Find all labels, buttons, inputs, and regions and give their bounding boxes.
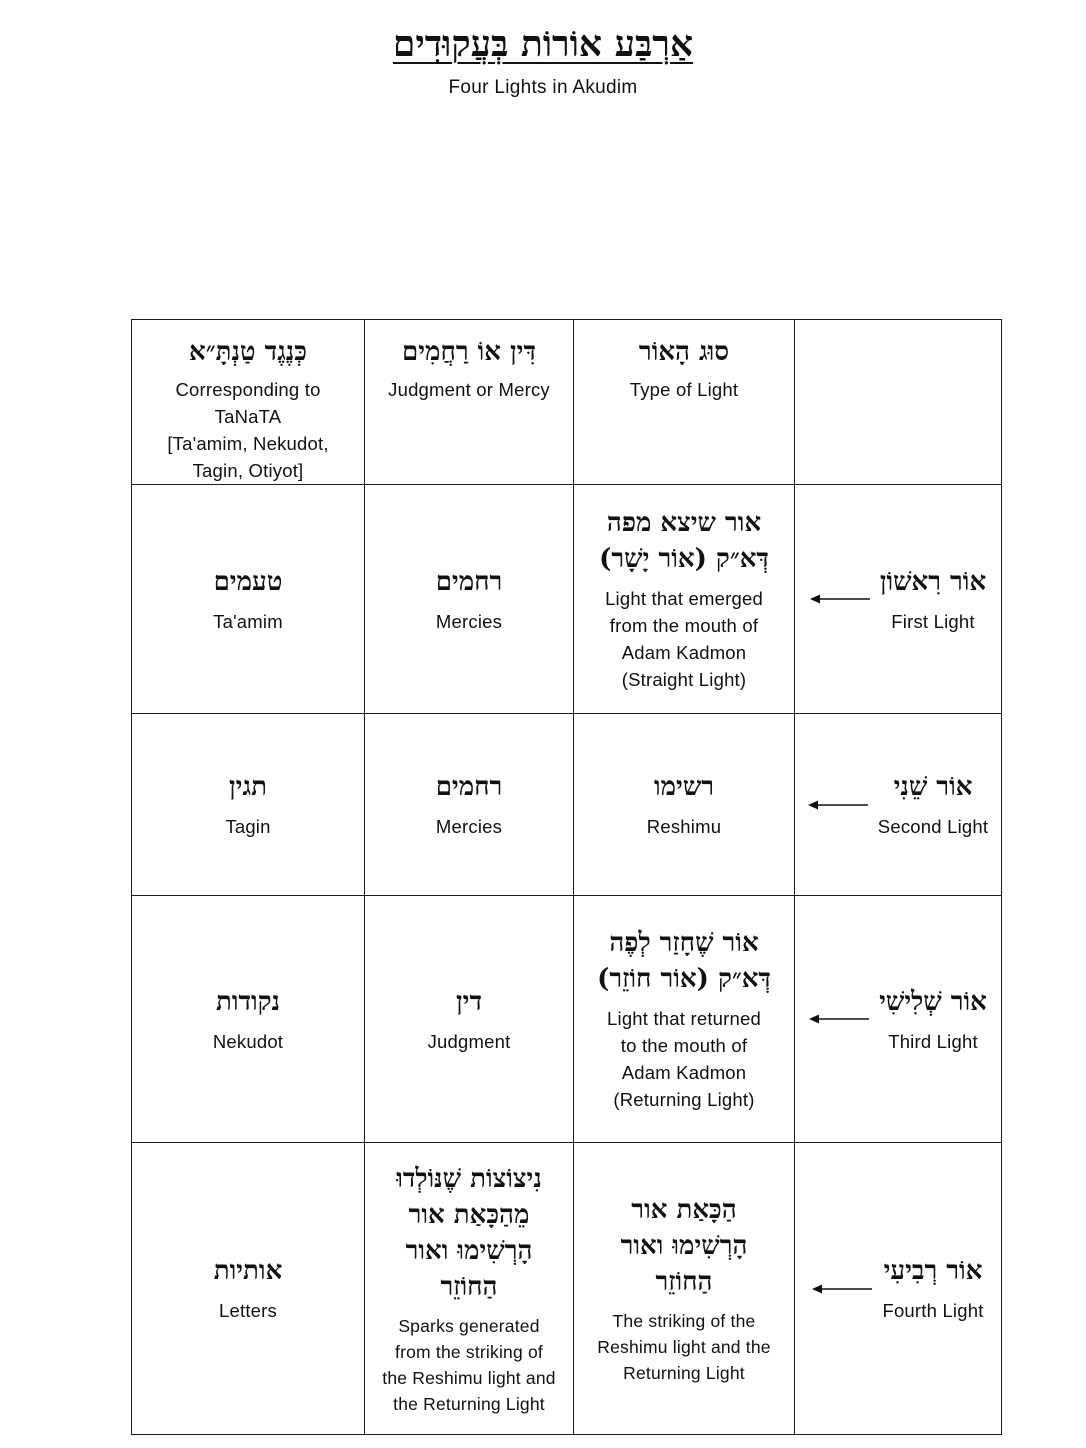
cell-type	[574, 896, 795, 1143]
tanata-english: Nekudot	[212, 1030, 284, 1052]
light-english: Fourth Light	[882, 1300, 984, 1321]
tanata-english: Ta'amim	[213, 610, 283, 632]
cell-light	[795, 714, 1002, 896]
tanata-english: Tagin	[225, 816, 271, 837]
header-cell-empty	[795, 320, 1002, 485]
cell-tanata	[132, 896, 365, 1143]
judgment-english: Sparks generated from the striking of the Reshimu light and the Returning Light	[382, 1315, 556, 1414]
header-judgment-hebrew: דִּין אוֹ רַחֲמִים	[401, 337, 536, 367]
cell-light	[795, 1143, 1002, 1435]
table-row	[132, 1143, 1002, 1435]
type-english: Light that returned to the mouth of Adam Kadmon (Returning Light)	[607, 1008, 761, 1110]
tanata-hebrew: טעמים	[213, 566, 283, 597]
tanata-hebrew: נקודות	[215, 986, 281, 1017]
table-row	[132, 714, 1002, 896]
type-hebrew: הַכָּאַת אור הָרְשִׁימוּ ואור הַחוֹזֵר	[620, 1194, 748, 1297]
header-tanata-english: Corresponding to TaNaTA [Ta'amim, Nekudot, Tagin, Otiyot]	[167, 379, 329, 481]
light-hebrew: אוֹר שְׁלִישִׁי	[879, 986, 987, 1017]
light-english: First Light	[891, 610, 975, 632]
table-header-row	[132, 320, 1002, 485]
judgment-english: Mercies	[435, 610, 503, 632]
header-cell-tanata	[132, 320, 365, 485]
cell-tanata	[132, 1143, 365, 1435]
judgment-english: Mercies	[435, 816, 503, 837]
light-english: Second Light	[877, 816, 989, 837]
cell-judgment	[365, 1143, 574, 1435]
cell-judgment	[365, 896, 574, 1143]
cell-judgment	[365, 485, 574, 714]
header-type-hebrew: סוּג הָאוֹר	[638, 337, 730, 367]
left-arrow-icon	[809, 1012, 869, 1026]
header-cell-type	[574, 320, 795, 485]
judgment-hebrew: רחמים	[435, 566, 503, 597]
tanata-hebrew: תגין	[229, 772, 267, 802]
title-english: Four Lights in Akudim	[448, 77, 638, 98]
cell-type	[574, 714, 795, 896]
header-judgment-english: Judgment or Mercy	[388, 379, 550, 400]
tanata-hebrew: אותיות	[213, 1256, 283, 1286]
table-row	[132, 896, 1002, 1143]
type-english: The striking of the Reshimu light and the Returning Light	[597, 1310, 771, 1383]
cell-type	[574, 485, 795, 714]
left-arrow-icon	[810, 592, 870, 606]
type-hebrew: אוֹר שֶׁחָזַר לְפֶה דְּא״ק (אוֹר חוֹזֵר)	[597, 928, 771, 994]
light-name	[805, 1253, 991, 1324]
judgment-hebrew: דין	[456, 986, 482, 1017]
cell-light	[795, 896, 1002, 1143]
judgment-english: Judgment	[427, 1030, 511, 1052]
cell-light	[795, 485, 1002, 714]
type-hebrew: רשימו	[653, 772, 715, 802]
type-hebrew: אור שיצא מפה דְּא״ק (אוֹר יָשָׁר)	[599, 508, 769, 574]
judgment-hebrew: רחמים	[435, 772, 503, 802]
tanata-english: Letters	[219, 1300, 277, 1321]
header-tanata-hebrew: כְּנֶגֶד טַנְתָּ״א	[189, 337, 307, 367]
cell-tanata	[132, 714, 365, 896]
left-arrow-icon	[812, 1282, 872, 1296]
title-hebrew: אַרְבַּע אוֹרוֹת בְּעֲקוּדִים	[392, 23, 694, 65]
four-lights-table	[131, 319, 1002, 1435]
table-row	[132, 485, 1002, 714]
light-english: Third Light	[888, 1030, 978, 1052]
cell-judgment	[365, 714, 574, 896]
header-type-english: Type of Light	[629, 379, 739, 400]
header-cell-judgment	[365, 320, 574, 485]
light-name	[805, 984, 991, 1055]
light-hebrew: אוֹר רְבִיעִי	[883, 1256, 983, 1286]
type-english: Light that emerged from the mouth of Adam Kadmon (Straight Light)	[605, 588, 763, 690]
light-hebrew: אוֹר רִאשׁוֹן	[879, 566, 987, 597]
light-name	[805, 769, 991, 840]
left-arrow-icon	[808, 798, 868, 812]
cell-tanata	[132, 485, 365, 714]
type-english: Reshimu	[646, 816, 722, 837]
light-name	[805, 564, 991, 635]
cell-type	[574, 1143, 795, 1435]
light-hebrew: אוֹר שֵׁנִי	[893, 772, 973, 802]
judgment-hebrew: נִיצוֹצוֹת שֶׁנּוֹלְדוּ מֵהַכָּאַת אור הָרְשִׁימוּ ואור הַחוֹזֵר	[396, 1163, 542, 1302]
page-title	[0, 22, 1086, 100]
